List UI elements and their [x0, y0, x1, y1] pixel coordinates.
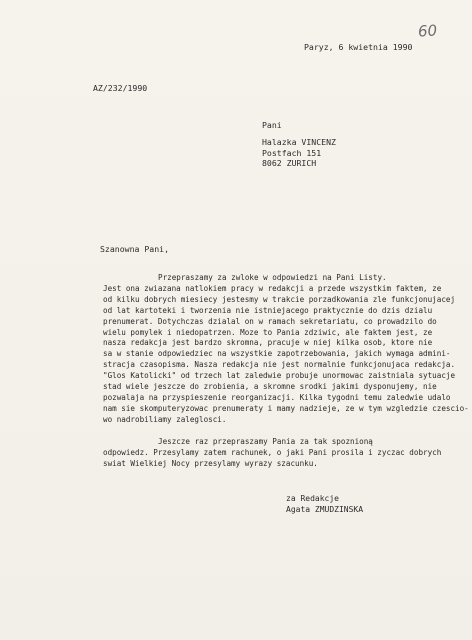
reference-number: AZ/232/1990: [93, 83, 148, 93]
body-line: wielu pomylek i niedopatrzen. Moze to Pania zdziwic, ale faktem jest, ze: [103, 327, 433, 337]
body-line: odpowiedz. Przesylamy zatem rachunek, o jaki Pani prosila i zyczac dobrych: [103, 447, 442, 457]
address-line: Pani: [262, 120, 282, 130]
body-line: prenumerat. Dotychczas dzialal on w ramach sekretariatu, co prowadzilo do: [103, 316, 437, 326]
handwritten-page-number: 60: [417, 21, 438, 41]
body-line: nasza redakcja jest bardzo skromna, pracuje w niej kilka osob, ktore nie: [103, 338, 433, 348]
body-line: pozwalaja na przyspieszenie reorganizacji. Kilka tygodni temu zaledwie udalo: [103, 392, 451, 402]
body-line: od lat kartoteki i tworzenia nie istniejacego praktycznie do dzis dzialu: [103, 305, 433, 315]
body-line: wo nadrobiliamy zaleglosci.: [103, 414, 227, 424]
body-line: Jeszcze raz przepraszamy Pania za tak spoznioną: [158, 436, 373, 446]
letter-date: Paryz, 6 kwietnia 1990: [304, 42, 413, 52]
address-line: 8062 ZURICH: [262, 158, 317, 169]
body-line: sa w stanie odpowiedziec na wszystkie zapotrzebowania, jakich wymaga admini-: [103, 349, 451, 359]
address-line: Postfach 151: [262, 147, 322, 158]
recipient-address: [262, 120, 336, 169]
address-line: Halazka VINCENZ: [262, 137, 336, 148]
body-line: od kilku dobrych miesiecy jestesmy w trakcie porzadkowania zle funkcjonujacej: [103, 294, 456, 304]
body-line: swiat Wielkiej Nocy przesylamy wyrazy szacunku.: [103, 458, 318, 468]
signature-name: Agata ZMUDZINSKA: [286, 505, 364, 514]
signature-line: za Redakcje: [286, 494, 339, 503]
salutation: Szanowna Pani,: [100, 244, 170, 254]
body-line: "Glos Katolicki" od trzech lat zaledwie probuje unormowac zaistniala sytuacje: [103, 371, 456, 381]
body-line: stracja czasopisma. Nasza redakcja nie jest normalnie funkcjonujaca redakcja.: [103, 360, 456, 370]
body-line: nam sie skomputeryzowac prenumeraty i mamy nadzieje, ze w tym wzgledzie czescio-: [103, 403, 469, 413]
letter-body: [103, 273, 469, 469]
body-line: stad wiele jeszcze do zrobienia, a skromne srodki jakimi dysponujemy, nie: [103, 382, 437, 392]
body-line: Jest ona zwiazana natlokiem pracy w redakcji a przede wszystkim faktem, ze: [103, 283, 442, 293]
body-line: Przepraszamy za zwloke w odpowiedzi na Pani Listy.: [158, 273, 387, 282]
signature-block: [286, 493, 363, 515]
